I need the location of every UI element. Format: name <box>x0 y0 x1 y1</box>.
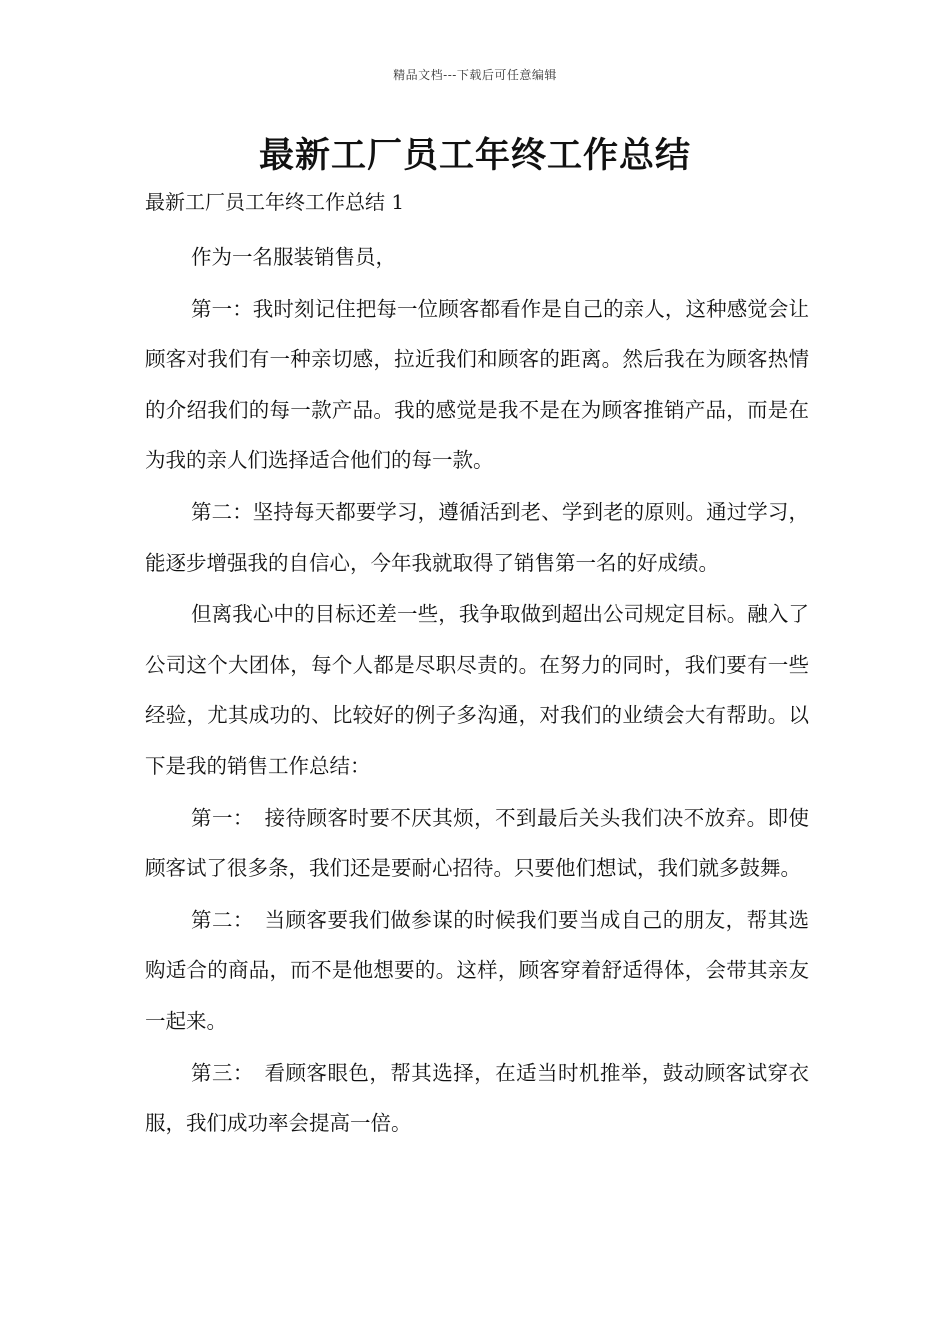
document-title: 最新工厂员工年终工作总结 <box>258 136 691 176</box>
paragraph-point-2: 第二：坚持每天都要学习，遵循活到老、学到老的原则。通过学习，能逐步增强我的自信心，今年我就取得了销售第一名的好成绩。 <box>145 499 809 575</box>
paragraph-goal: 但离我心中的目标还差一些，我争取做到超出公司规定目标。融入了公司这个大团体，每个人都是尽职尽责的。在努力的同时，我们要有一些经验，尤其成功的、比较好的例子多沟通，对我们的业绩会大有帮助。以下是我的销售工作总结： <box>145 602 809 778</box>
paragraph-summary-3: 第三： 看顾客眼色，帮其选择，在适当时机推举，鼓动顾客试穿衣服，我们成功率会提高一倍。 <box>145 1060 809 1136</box>
paragraph-intro: 作为一名服装销售员， <box>191 245 396 269</box>
header-note: 精品文档---下载后可任意编辑 <box>393 68 557 82</box>
paragraph-point-1: 第一：我时刻记住把每一位顾客都看作是自己的亲人，这种感觉会让顾客对我们有一种亲切感，拉近我们和顾客的距离。然后我在为顾客热情的介绍我们的每一款产品。我的感觉是我不是在为顾客推销产品，而是在为我的亲人们选择适合他们的每一款。 <box>145 296 809 473</box>
paragraph-summary-1: 第一： 接待顾客时要不厌其烦，不到最后关头我们决不放弃。即使顾客试了很多条，我们还是要耐心招待。只要他们想试，我们就多鼓舞。 <box>145 805 809 881</box>
section-heading: 最新工厂员工年终工作总结 1 <box>145 190 405 214</box>
document-body <box>145 232 809 1150</box>
paragraph-summary-2: 第二： 当顾客要我们做参谋的时候我们要当成自己的朋友，帮其选购适合的商品，而不是他想要的。这样，顾客穿着舒适得体，会带其亲友一起来。 <box>145 907 809 1033</box>
